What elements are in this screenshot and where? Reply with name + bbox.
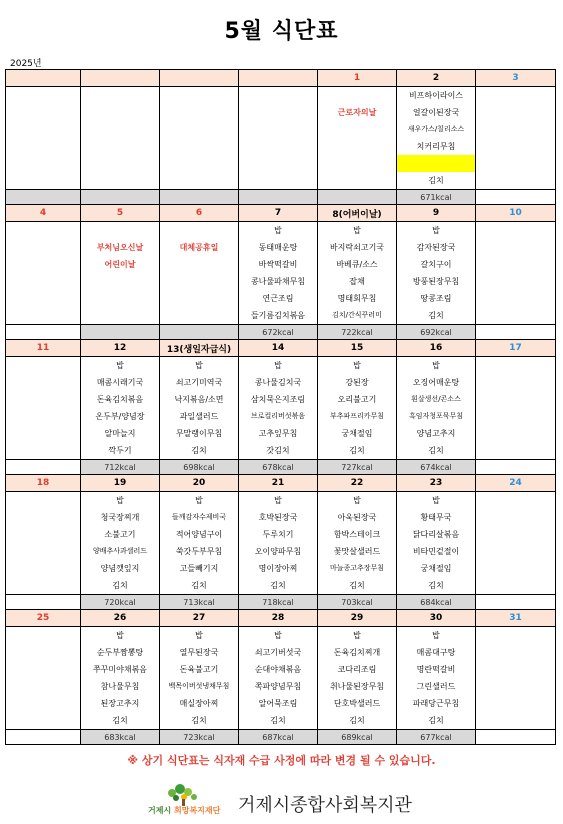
menu-item: 김치 [349, 446, 365, 455]
foundation-logo [142, 783, 230, 819]
menu-cell [160, 222, 239, 325]
kcal-row [6, 595, 556, 610]
menu-cell [239, 627, 318, 730]
menu-item: 고들빼기지 [179, 564, 219, 573]
menu-item: 양배추사과샐러드 [92, 547, 148, 555]
date-cell: 29 [318, 610, 397, 627]
menu-item: 어린이날 [104, 260, 136, 269]
date-cell: 12 [81, 340, 160, 357]
menu-cell [81, 222, 160, 325]
date-cell: 9 [397, 205, 476, 222]
menu-item: 김치/간식꾸러미 [332, 311, 382, 319]
menu-cell [160, 87, 239, 190]
date-row [6, 70, 556, 87]
menu-item: 취나물된장무침 [329, 682, 385, 691]
kcal-cell: 672kcal [239, 325, 318, 340]
menu-item: 알어묵조림 [258, 699, 298, 708]
menu-row [6, 627, 556, 730]
date-cell: 24 [476, 475, 556, 492]
menu-cell [160, 627, 239, 730]
menu-cell [318, 222, 397, 325]
kcal-cell [318, 190, 397, 205]
menu-cell [318, 87, 397, 190]
menu-item: 김치 [270, 581, 286, 590]
menu-item: 비타민겉절이 [412, 547, 460, 556]
menu-item [160, 222, 238, 239]
menu-row [6, 222, 556, 325]
menu-item: 밥 [353, 631, 361, 640]
kcal-cell [6, 325, 81, 340]
kcal-cell: 684kcal [397, 595, 476, 610]
menu-cell [160, 357, 239, 460]
menu-item: 김치 [191, 716, 207, 725]
menu-item: 쇠고기미역국 [175, 378, 223, 387]
footer [142, 783, 442, 819]
menu-item: 땅콩조림 [420, 294, 452, 303]
menu-cell [239, 357, 318, 460]
menu-row [6, 87, 556, 190]
menu-item: 밥 [274, 226, 282, 235]
menu-item: 잡채 [349, 277, 365, 286]
kcal-cell: 712kcal [81, 460, 160, 475]
kcal-cell [476, 325, 556, 340]
menu-item: 얼갈이된장국 [412, 108, 460, 117]
kcal-cell [239, 190, 318, 205]
kcal-row [6, 730, 556, 745]
menu-item: 근로자의날 [337, 108, 377, 117]
menu-cell [397, 222, 476, 325]
menu-item: 들깨감자수제비국 [171, 513, 227, 521]
menu-item: 김치 [349, 581, 365, 590]
date-cell: 20 [160, 475, 239, 492]
kcal-row [6, 460, 556, 475]
menu-cell [397, 357, 476, 460]
menu-item [397, 155, 475, 172]
menu-item: 흰살생선/콘소스 [411, 395, 461, 403]
menu-item: 양념고추지 [416, 429, 456, 438]
kcal-cell [6, 730, 81, 745]
menu-item: 김치 [428, 716, 444, 725]
date-cell: 8(어버이날) [318, 205, 397, 222]
date-cell: 15 [318, 340, 397, 357]
notice-text: ※ 상기 식단표는 식자재 수급 사정에 따라 변경 될 수 있습니다. [127, 754, 436, 767]
kcal-cell [476, 730, 556, 745]
date-cell: 6 [160, 205, 239, 222]
menu-item: 밥 [432, 226, 440, 235]
menu-item: 밥 [353, 226, 361, 235]
menu-item: 오징어매운탕 [412, 378, 460, 387]
menu-item: 갈치구이 [420, 260, 452, 269]
date-cell: 23 [397, 475, 476, 492]
menu-item: 황태무국 [420, 513, 452, 522]
menu-cell [476, 492, 556, 595]
menu-cell [318, 357, 397, 460]
menu-cell [476, 357, 556, 460]
menu-cell [239, 222, 318, 325]
menu-item: 참나물무침 [100, 682, 140, 691]
date-cell: 7 [239, 205, 318, 222]
menu-item: 김치 [428, 581, 444, 590]
date-cell: 13(생일자급식) [160, 340, 239, 357]
menu-item: 동태매운탕 [258, 243, 298, 252]
menu-item: 삼치묵은지조림 [250, 395, 306, 404]
menu-item: 바싹떡갈비 [258, 260, 298, 269]
kcal-cell: 723kcal [160, 730, 239, 745]
menu-item: 백목이버섯냉채무침 [168, 682, 230, 690]
kcal-cell: 718kcal [239, 595, 318, 610]
date-row [6, 475, 556, 492]
menu-item: 온두부/양념장 [95, 412, 145, 421]
menu-item: 연근조림 [262, 294, 294, 303]
menu-item: 과일샐러드 [179, 412, 219, 421]
date-cell: 28 [239, 610, 318, 627]
kcal-cell [6, 190, 81, 205]
date-cell: 16 [397, 340, 476, 357]
kcal-cell: 671kcal [397, 190, 476, 205]
menu-cell [397, 87, 476, 190]
kcal-cell [81, 325, 160, 340]
menu-cell [6, 357, 81, 460]
menu-item: 그린샐러드 [416, 682, 456, 691]
kcal-cell: 722kcal [318, 325, 397, 340]
menu-item: 밥 [353, 496, 361, 505]
menu-item: 밥 [353, 361, 361, 370]
date-cell: 26 [81, 610, 160, 627]
kcal-cell [81, 190, 160, 205]
kcal-cell [476, 595, 556, 610]
menu-item: 매콤대구탕 [416, 648, 456, 657]
date-cell [239, 70, 318, 87]
menu-item: 김치 [428, 446, 444, 455]
menu-item: 방풍된장무침 [412, 277, 460, 286]
menu-row [6, 357, 556, 460]
date-cell: 25 [6, 610, 81, 627]
menu-cell [6, 627, 81, 730]
menu-item: 함박스테이크 [333, 530, 381, 539]
menu-item: 오리불고기 [337, 395, 377, 404]
menu-item: 양념깻잎지 [100, 564, 140, 573]
kcal-cell: 720kcal [81, 595, 160, 610]
menu-item: 브로컬리버섯볶음 [250, 412, 306, 420]
menu-item: 밥 [116, 361, 124, 370]
menu-item: 김치 [112, 581, 128, 590]
menu-cell [397, 627, 476, 730]
menu-cell [318, 492, 397, 595]
menu-item: 코다리조림 [337, 665, 377, 674]
kcal-cell: 727kcal [318, 460, 397, 475]
kcal-cell: 703kcal [318, 595, 397, 610]
menu-item: 김치 [349, 716, 365, 725]
kcal-row [6, 190, 556, 205]
menu-item: 김치 [112, 716, 128, 725]
menu-item: 새우가스/칠리소스 [407, 125, 465, 133]
menu-item: 청국장찌개 [100, 513, 140, 522]
menu-cell [160, 492, 239, 595]
menu-item: 호박된장국 [258, 513, 298, 522]
kcal-cell: 687kcal [239, 730, 318, 745]
menu-item: 열무된장국 [179, 648, 219, 657]
date-cell [81, 70, 160, 87]
date-row [6, 610, 556, 627]
menu-cell [476, 87, 556, 190]
menu-item: 된장고추지 [100, 699, 140, 708]
kcal-cell [6, 595, 81, 610]
organization-name: 거제시종합사회복지관 [238, 795, 412, 816]
date-cell: 5 [81, 205, 160, 222]
menu-item: 밥 [116, 631, 124, 640]
kcal-cell: 678kcal [239, 460, 318, 475]
menu-item: 쭈꾸미야채볶음 [92, 665, 148, 674]
menu-item: 궁채절임 [420, 564, 452, 573]
date-cell: 2 [397, 70, 476, 87]
menu-item [81, 222, 159, 239]
menu-item: 쪽파양념무침 [254, 682, 302, 691]
menu-cell [81, 627, 160, 730]
menu-cell [239, 87, 318, 190]
menu-item: 돈육김치볶음 [96, 395, 144, 404]
date-cell: 3 [476, 70, 556, 87]
menu-item: 강된장 [345, 378, 369, 387]
menu-item: 무말랭이무침 [175, 429, 223, 438]
date-cell: 19 [81, 475, 160, 492]
kcal-cell: 683kcal [81, 730, 160, 745]
menu-item: 매콤시래기국 [96, 378, 144, 387]
menu-item: 쇠고기버섯국 [254, 648, 302, 657]
date-cell: 21 [239, 475, 318, 492]
menu-item: 바지락쇠고기국 [329, 243, 385, 252]
menu-item: 순두부짬뽕탕 [96, 648, 144, 657]
menu-item: 밥 [195, 496, 203, 505]
kcal-cell: 689kcal [318, 730, 397, 745]
menu-item: 김치 [191, 581, 207, 590]
menu-item: 콩나물파채무침 [250, 277, 306, 286]
menu-item: 들기름김치볶음 [250, 311, 306, 320]
meal-calendar [5, 69, 556, 745]
menu-cell [397, 492, 476, 595]
kcal-cell [476, 460, 556, 475]
date-cell: 17 [476, 340, 556, 357]
menu-item: 알마늘지 [104, 429, 136, 438]
menu-item: 김치 [428, 311, 444, 320]
year-label: 2025년 [10, 59, 42, 69]
menu-item: 두루치기 [262, 530, 294, 539]
menu-item: 돈육불고기 [179, 665, 219, 674]
menu-item: 명이장아찌 [258, 564, 298, 573]
menu-item: 매실장아찌 [179, 699, 219, 708]
menu-item: 돈육김치찌개 [333, 648, 381, 657]
menu-item [318, 87, 396, 104]
kcal-cell [6, 460, 81, 475]
menu-item: 김치 [191, 446, 207, 455]
kcal-cell: 692kcal [397, 325, 476, 340]
menu-item: 부처님오신날 [96, 243, 144, 252]
date-cell: 14 [239, 340, 318, 357]
menu-item: 쑥갓두부무침 [175, 547, 223, 556]
menu-item: 꽃맛살샐러드 [333, 547, 381, 556]
menu-item: 대체공휴일 [179, 243, 219, 252]
menu-item: 밥 [432, 496, 440, 505]
kcal-cell: 698kcal [160, 460, 239, 475]
menu-item: 소불고기 [104, 530, 136, 539]
date-cell: 31 [476, 610, 556, 627]
menu-cell [476, 222, 556, 325]
kcal-cell [476, 190, 556, 205]
menu-cell [81, 87, 160, 190]
menu-item: 밥 [432, 631, 440, 640]
date-cell: 4 [6, 205, 81, 222]
date-cell [160, 70, 239, 87]
menu-item: 파래당근무침 [412, 699, 460, 708]
menu-item: 흑임자청포묵무침 [408, 412, 464, 420]
menu-item: 낙지볶음/소면 [174, 395, 224, 404]
menu-item: 깍두기 [108, 446, 132, 455]
menu-cell [81, 357, 160, 460]
menu-item: 콩나물김치국 [254, 378, 302, 387]
date-cell: 22 [318, 475, 397, 492]
date-row [6, 205, 556, 222]
menu-cell [6, 492, 81, 595]
menu-item: 밥 [274, 361, 282, 370]
menu-item: 순대야채볶음 [254, 665, 302, 674]
page-title: 5월 식단표 [224, 19, 339, 44]
menu-item: 바베큐/소스 [336, 260, 378, 269]
menu-item: 닭다리살볶음 [412, 530, 460, 539]
date-cell: 1 [318, 70, 397, 87]
logo-text-foundation: 희망복지재단 [173, 806, 221, 815]
menu-row [6, 492, 556, 595]
menu-item: 단호박샐러드 [333, 699, 381, 708]
menu-item: 오이양파무침 [254, 547, 302, 556]
kcal-cell: 713kcal [160, 595, 239, 610]
menu-cell [6, 87, 81, 190]
date-cell: 11 [6, 340, 81, 357]
menu-item: 마늘종고추장무침 [329, 564, 385, 572]
menu-item: 김치 [270, 716, 286, 725]
menu-item: 갓김치 [266, 446, 290, 455]
menu-item: 밥 [274, 631, 282, 640]
date-cell: 27 [160, 610, 239, 627]
kcal-cell: 674kcal [397, 460, 476, 475]
menu-item: 궁채절임 [341, 429, 373, 438]
menu-item: 밥 [116, 496, 124, 505]
kcal-row [6, 325, 556, 340]
kcal-cell [160, 325, 239, 340]
menu-item: 감자된장국 [416, 243, 456, 252]
date-cell [6, 70, 81, 87]
menu-cell [318, 627, 397, 730]
date-cell: 30 [397, 610, 476, 627]
menu-item: 치커리무침 [416, 142, 456, 151]
menu-item: 부추파프리카무침 [329, 412, 385, 420]
menu-cell [476, 627, 556, 730]
date-cell: 18 [6, 475, 81, 492]
menu-cell [239, 492, 318, 595]
menu-item: 김치 [428, 176, 444, 185]
menu-item: 적어양념구이 [175, 530, 223, 539]
menu-cell [6, 222, 81, 325]
menu-item: 명태회무침 [337, 294, 377, 303]
kcal-cell: 677kcal [397, 730, 476, 745]
menu-item: 밥 [274, 496, 282, 505]
kcal-cell [160, 190, 239, 205]
menu-item: 명란떡갈비 [416, 665, 456, 674]
menu-item: 비프하이라이스 [408, 91, 464, 100]
menu-item: 아욱된장국 [337, 513, 377, 522]
menu-item: 고추잎무침 [258, 429, 298, 438]
logo-text-city: 거제시 [148, 806, 172, 815]
date-cell: 10 [476, 205, 556, 222]
date-row [6, 340, 556, 357]
menu-item: 밥 [195, 631, 203, 640]
menu-item: 밥 [432, 361, 440, 370]
menu-item: 밥 [195, 361, 203, 370]
menu-cell [81, 492, 160, 595]
